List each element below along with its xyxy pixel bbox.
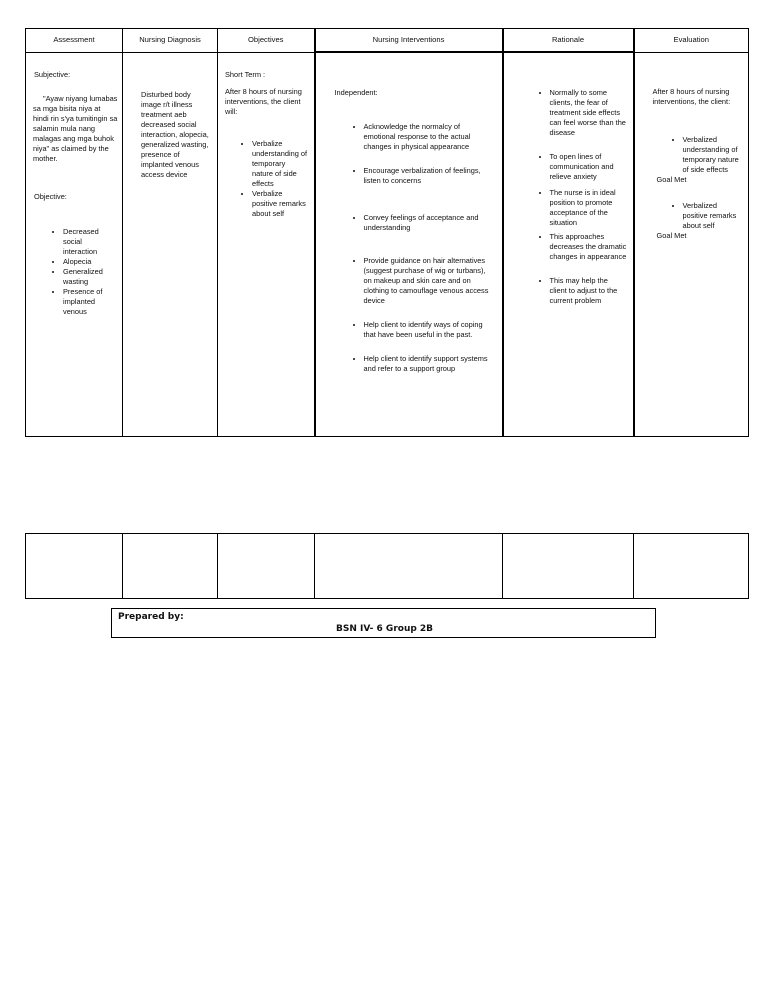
list-item: • Alopecia xyxy=(63,257,116,267)
list-item: • Verbalized positive remarks about self xyxy=(683,201,743,231)
list-item: • Provide guidance on hair alternatives (suggest purchase of wig or turbans), on makeup and skin care and on clothing to camouflage venous access device xyxy=(364,256,494,306)
blank-continuation-table xyxy=(25,533,749,599)
list-item: • Decreased social interaction xyxy=(63,227,116,257)
blank-cell xyxy=(26,534,123,599)
objectives-list xyxy=(218,117,314,219)
objective-list xyxy=(26,202,122,317)
interventions-heading: Independent: xyxy=(334,88,378,97)
header-interventions: Nursing Interventions xyxy=(315,29,503,53)
list-item: • Verbalized understanding of temporary nature of side effects xyxy=(683,135,743,175)
diagnosis-text: Disturbed body image r/t illness treatment aeb decreased social interaction, alopecia, generalized wasting, presence of implanted venous access device xyxy=(141,89,209,179)
list-item: • This approaches decreases the dramatic changes in appearance xyxy=(550,232,627,262)
blank-cell xyxy=(123,534,218,599)
nursing-care-plan-table xyxy=(25,28,749,437)
assessment-cell xyxy=(26,52,123,437)
prepared-by-box xyxy=(111,608,656,638)
evaluation-cell xyxy=(634,52,749,437)
list-item: • Acknowledge the normalcy of emotional response to the actual changes in physical appearance xyxy=(364,122,494,152)
evaluation-list xyxy=(635,185,749,231)
header-rationale: Rationale xyxy=(503,29,634,53)
interventions-cell xyxy=(315,52,503,437)
table-row xyxy=(26,52,749,437)
diagnosis-cell xyxy=(123,52,218,437)
header-objectives: Objectives xyxy=(218,29,315,53)
list-item: • Help client to identify support systems and refer to a support group xyxy=(364,354,494,374)
subjective-quote: "Ayaw niyang lumabas sa mga bisita niya at hindi rin s'ya tumitingin sa salamin mula nang malagas ang mga buhok niya" as claimed by the mother. xyxy=(33,93,118,163)
list-item: • Encourage verbalization of feelings, listen to concerns xyxy=(364,166,494,186)
interventions-list xyxy=(316,98,502,374)
blank-cell xyxy=(315,534,503,599)
objectives-text: After 8 hours of nursing interventions, the client will: xyxy=(225,86,302,116)
objective-label: Objective: xyxy=(34,191,67,201)
header-evaluation: Evaluation xyxy=(634,29,749,53)
list-item: • The nurse is in ideal position to promote acceptance of the situation xyxy=(550,188,627,228)
rationale-list xyxy=(504,53,633,306)
header-diagnosis: Nursing Diagnosis xyxy=(123,29,218,53)
evaluation-text: After 8 hours of nursing interventions, the client: xyxy=(652,86,731,106)
list-item: • Help client to identify ways of coping that have been useful in the past. xyxy=(364,320,494,340)
list-item: • Verbalize understanding of temporary nature of side effects xyxy=(252,139,308,189)
list-item: • Presence of implanted venous xyxy=(63,287,116,317)
table-row xyxy=(26,534,749,599)
prepared-by-name: BSN IV- 6 Group 2B xyxy=(336,624,434,634)
list-item: • This may help the client to adjust to the current problem xyxy=(550,276,627,306)
goal-met-label: Goal Met xyxy=(656,230,687,240)
rationale-cell xyxy=(503,52,634,437)
list-item: • Generalized wasting xyxy=(63,267,116,287)
objectives-cell xyxy=(218,52,315,437)
blank-cell xyxy=(634,534,749,599)
subjective-label: Subjective: xyxy=(34,69,71,79)
goal-met-label: Goal Met xyxy=(656,174,687,184)
prepared-by-label: Prepared by: xyxy=(118,612,184,622)
blank-cell xyxy=(503,534,634,599)
list-item: • Verbalize positive remarks about self xyxy=(252,189,308,219)
header-row xyxy=(26,29,749,53)
list-item: • To open lines of communication and relieve anxiety xyxy=(550,152,627,182)
blank-cell xyxy=(218,534,315,599)
list-item: • Normally to some clients, the fear of treatment side effects can feel worse than the disease xyxy=(550,88,627,138)
list-item: • Convey feelings of acceptance and understanding xyxy=(364,213,494,233)
header-assessment: Assessment xyxy=(26,29,123,53)
evaluation-list xyxy=(635,107,749,175)
objectives-heading: Short Term : xyxy=(225,69,266,79)
